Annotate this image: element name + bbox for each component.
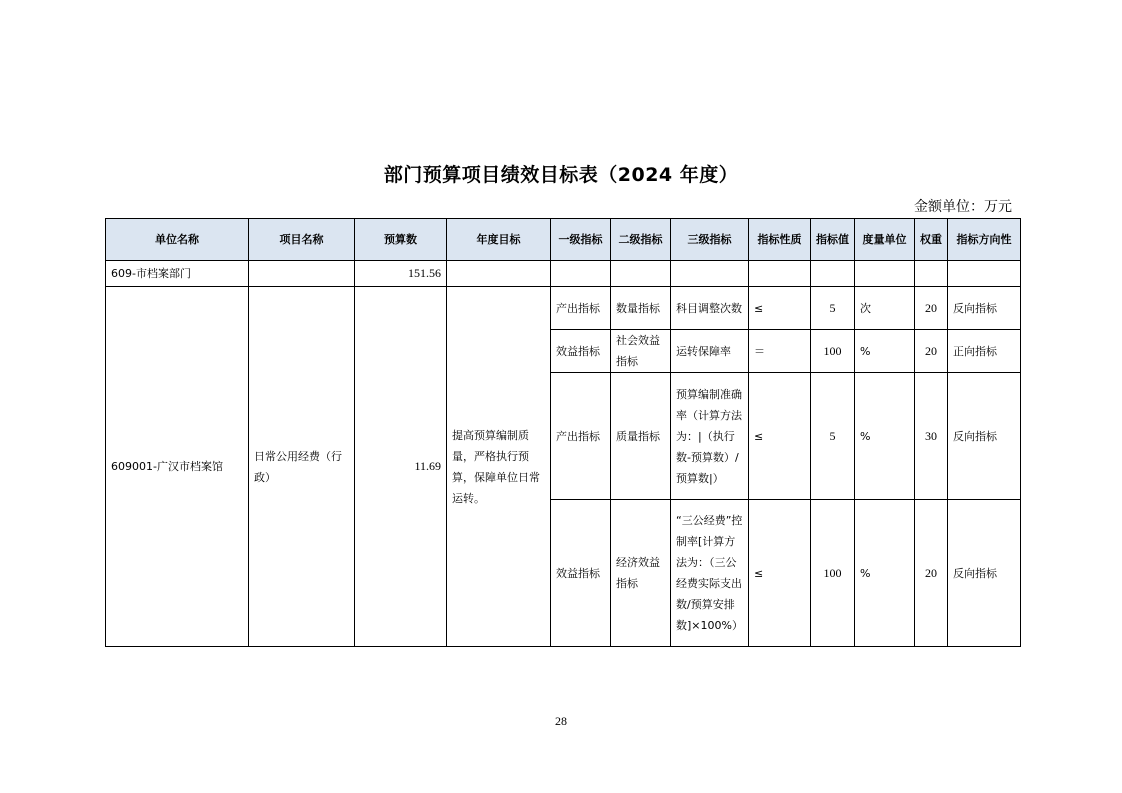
dept-unit: 609-市档案部门	[106, 261, 249, 287]
page-title: 部门预算项目绩效目标表（2024 年度）	[383, 164, 739, 186]
indicator-weight: 30	[914, 373, 947, 500]
header-nature: 指标性质	[748, 219, 810, 261]
header-value: 指标值	[810, 219, 854, 261]
indicator-direction: 反向指标	[947, 287, 1020, 330]
header-measure-unit: 度量单位	[854, 219, 914, 261]
indicator-nature: ≤	[748, 287, 810, 330]
header-budget: 预算数	[355, 219, 447, 261]
header-level3: 三级指标	[671, 219, 749, 261]
header-row	[106, 219, 1021, 261]
indicator-direction: 正向指标	[947, 330, 1020, 373]
project-unit: 609001-广汉市档案馆	[106, 287, 249, 647]
indicator-level3: 运转保障率	[671, 330, 749, 373]
indicator-level1: 产出指标	[551, 373, 611, 500]
performance-target-table	[105, 218, 1021, 647]
header-weight: 权重	[914, 219, 947, 261]
header-unit-name: 单位名称	[106, 219, 249, 261]
project-goal: 提高预算编制质量，严格执行预算，保障单位日常运转。	[447, 287, 551, 647]
amount-unit-label: 金额单位：万元	[914, 199, 1012, 215]
indicator-value: 100	[810, 330, 854, 373]
table-row	[106, 287, 1021, 330]
project-name: 日常公用经费（行政）	[249, 287, 355, 647]
indicator-weight: 20	[914, 500, 947, 647]
indicator-unit: %	[854, 500, 914, 647]
indicator-weight: 20	[914, 330, 947, 373]
page-number: 28	[555, 714, 567, 728]
indicator-level1: 产出指标	[551, 287, 611, 330]
indicator-value: 5	[810, 287, 854, 330]
indicator-weight: 20	[914, 287, 947, 330]
indicator-nature: ≤	[748, 500, 810, 647]
indicator-nature: ≤	[748, 373, 810, 500]
header-level2: 二级指标	[611, 219, 671, 261]
indicator-level2: 经济效益指标	[611, 500, 671, 647]
indicator-level3: 预算编制准确率（计算方法为：|（执行数-预算数）/预算数|）	[671, 373, 749, 500]
header-annual-goal: 年度目标	[447, 219, 551, 261]
indicator-level2: 数量指标	[611, 287, 671, 330]
indicator-level1: 效益指标	[551, 500, 611, 647]
indicator-value: 100	[810, 500, 854, 647]
indicator-direction: 反向指标	[947, 500, 1020, 647]
indicator-level3: “三公经费”控制率[计算方法为：（三公经费实际支出数/预算安排数]×100%）	[671, 500, 749, 647]
header-project-name: 项目名称	[249, 219, 355, 261]
indicator-unit: %	[854, 373, 914, 500]
indicator-level2: 质量指标	[611, 373, 671, 500]
indicator-level1: 效益指标	[551, 330, 611, 373]
dept-row	[106, 261, 1021, 287]
project-budget: 11.69	[355, 287, 447, 647]
header-level1: 一级指标	[551, 219, 611, 261]
header-direction: 指标方向性	[947, 219, 1020, 261]
indicator-level3: 科目调整次数	[671, 287, 749, 330]
indicator-unit: %	[854, 330, 914, 373]
indicator-value: 5	[810, 373, 854, 500]
dept-budget: 151.56	[355, 261, 447, 287]
indicator-level2: 社会效益指标	[611, 330, 671, 373]
indicator-unit: 次	[854, 287, 914, 330]
indicator-nature: ＝	[748, 330, 810, 373]
indicator-direction: 反向指标	[947, 373, 1020, 500]
